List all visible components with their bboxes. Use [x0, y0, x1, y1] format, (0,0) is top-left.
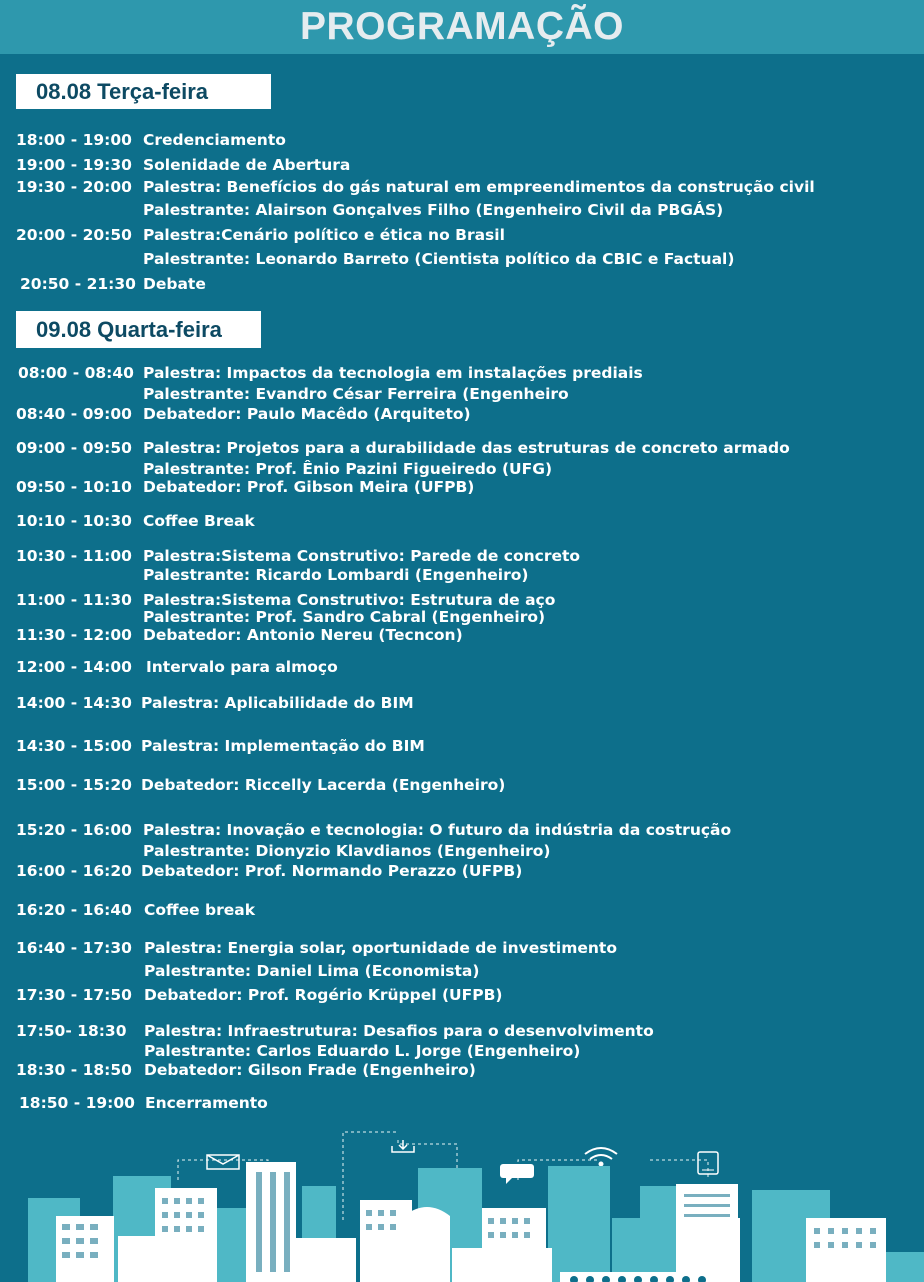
schedule-time: 18:30 - 18:50: [16, 1061, 132, 1079]
schedule-text: Solenidade de Abertura: [143, 156, 351, 174]
schedule-row: [0, 178, 924, 198]
city-skyline-illustration: [0, 1120, 924, 1282]
schedule-row: [0, 226, 924, 246]
schedule-row: [0, 986, 924, 1006]
schedule-time: 19:30 - 20:00: [16, 178, 132, 196]
schedule-text: Debatedor: Riccelly Lacerda (Engenheiro): [141, 776, 506, 794]
schedule-text: Palestra:Sistema Construtivo: Estrutura de aço: [143, 591, 556, 609]
schedule-time: 20:00 - 20:50: [16, 226, 132, 244]
schedule-text: Credenciamento: [143, 131, 286, 149]
schedule-text: Palestrante: Prof. Ênio Pazini Figueiredo (UFG): [143, 460, 553, 478]
download-icon: [392, 1140, 414, 1152]
schedule-text: Coffee Break: [143, 512, 255, 530]
schedule-time: 11:00 - 11:30: [16, 591, 132, 609]
schedule-row: [0, 512, 924, 532]
schedule-time: 09:50 - 10:10: [16, 478, 132, 496]
schedule-row: [0, 250, 924, 270]
page-header: [0, 0, 924, 54]
schedule-time: 16:40 - 17:30: [16, 939, 132, 957]
schedule-row: [0, 566, 924, 586]
schedule-text: Palestrante: Dionyzio Klavdianos (Engenheiro): [143, 842, 551, 860]
schedule-row: [0, 478, 924, 498]
schedule-text: Palestrante: Leonardo Barreto (Cientista político da CBIC e Factual): [143, 250, 735, 268]
schedule-text: Coffee break: [144, 901, 256, 919]
schedule-row: [0, 862, 924, 882]
schedule-time: 09:00 - 09:50: [16, 439, 132, 457]
schedule-row: [0, 275, 924, 295]
schedule-text: Debatedor: Prof. Gibson Meira (UFPB): [143, 478, 475, 496]
schedule-time: 08:00 - 08:40: [18, 364, 134, 382]
schedule-text: Palestra: Projetos para a durabilidade das estruturas de concreto armado: [143, 439, 790, 457]
schedule-row: [0, 156, 924, 176]
schedule-text: Palestra:Cenário político e ética no Brasil: [143, 226, 505, 244]
schedule-row: [0, 547, 924, 567]
schedule-row: [0, 626, 924, 646]
schedule-row: [0, 821, 924, 841]
schedule-time: 15:00 - 15:20: [16, 776, 132, 794]
schedule-row: [0, 1042, 924, 1062]
schedule-time: 10:30 - 11:00: [16, 547, 132, 565]
wifi-icon: [585, 1148, 617, 1166]
schedule-time: 16:00 - 16:20: [16, 862, 132, 880]
schedule-text: Debate: [143, 275, 206, 293]
schedule-row: [0, 939, 924, 959]
schedule-text: Palestra: Energia solar, oportunidade de investimento: [144, 939, 617, 957]
schedule-text: Palestrante: Alairson Gonçalves Filho (Engenheiro Civil da PBGÁS): [143, 201, 724, 219]
schedule-text: Palestra: Inovação e tecnologia: O futuro da indústria da costrução: [143, 821, 732, 839]
schedule-row: [0, 658, 924, 678]
schedule-time: 19:00 - 19:30: [16, 156, 132, 174]
day-label-wednesday: 09.08 Quarta-feira: [16, 311, 261, 348]
schedule-text: Debatedor: Paulo Macêdo (Arquiteto): [143, 405, 471, 423]
schedule-time: 16:20 - 16:40: [16, 901, 132, 919]
schedule-time: 15:20 - 16:00: [16, 821, 132, 839]
schedule-text: Palestra:Sistema Construtivo: Parede de concreto: [143, 547, 581, 565]
schedule-text: Palestrante: Evandro César Ferreira (Engenheiro: [143, 385, 569, 403]
schedule-text: Palestrante: Prof. Sandro Cabral (Engenheiro): [143, 608, 546, 626]
schedule-row: [0, 364, 924, 384]
schedule-row: [0, 131, 924, 151]
schedule-row: [0, 1094, 924, 1114]
schedule-time: 10:10 - 10:30: [16, 512, 132, 530]
schedule-row: [0, 1022, 924, 1042]
schedule-text: Palestrante: Daniel Lima (Economista): [144, 962, 480, 980]
schedule-row: [0, 405, 924, 425]
schedule-text: Palestrante: Ricardo Lombardi (Engenheiro): [143, 566, 529, 584]
page-title: PROGRAMAÇÃO: [300, 5, 624, 48]
schedule-row: [0, 608, 924, 628]
schedule-text: Palestra: Benefícios do gás natural em empreendimentos da construção civil: [143, 178, 815, 196]
schedule-row: [0, 776, 924, 796]
schedule-text: Palestra: Infraestrutura: Desafios para o desenvolvimento: [144, 1022, 654, 1040]
schedule-row: [0, 842, 924, 862]
schedule-text: Debatedor: Prof. Normando Perazzo (UFPB): [141, 862, 523, 880]
schedule-time: 08:40 - 09:00: [16, 405, 132, 423]
schedule-time: 14:30 - 15:00: [16, 737, 132, 755]
schedule-text: Palestra: Implementação do BIM: [141, 737, 425, 755]
schedule-row: [0, 901, 924, 921]
schedule-row: [0, 201, 924, 221]
schedule-time: 12:00 - 14:00: [16, 658, 132, 676]
schedule-time: 20:50 - 21:30: [20, 275, 136, 293]
schedule-text: Palestrante: Carlos Eduardo L. Jorge (Engenheiro): [144, 1042, 581, 1060]
schedule-row: [0, 460, 924, 480]
schedule-text: Debatedor: Prof. Rogério Krüppel (UFPB): [144, 986, 503, 1004]
schedule-time: 18:00 - 19:00: [16, 131, 132, 149]
schedule-row: [0, 737, 924, 757]
mail-icon: [207, 1155, 239, 1169]
chat-bubble-icon: [500, 1164, 534, 1184]
day-label-tuesday: 08.08 Terça-feira: [16, 74, 271, 109]
schedule-text: Debatedor: Antonio Nereu (Tecncon): [143, 626, 463, 644]
schedule-time: 11:30 - 12:00: [16, 626, 132, 644]
schedule-row: [0, 439, 924, 459]
schedule-text: Palestra: Aplicabilidade do BIM: [141, 694, 414, 712]
schedule-text: Debatedor: Gilson Frade (Engenheiro): [144, 1061, 476, 1079]
schedule-time: 17:30 - 17:50: [16, 986, 132, 1004]
schedule-time: 18:50 - 19:00: [19, 1094, 135, 1112]
schedule-text: Intervalo para almoço: [146, 658, 338, 676]
schedule-time: 17:50- 18:30: [16, 1022, 127, 1040]
schedule-row: [0, 694, 924, 714]
schedule-text: Palestra: Impactos da tecnologia em instalações prediais: [143, 364, 643, 382]
schedule-text: Encerramento: [145, 1094, 268, 1112]
schedule-row: [0, 962, 924, 982]
schedule-row: [0, 1061, 924, 1081]
schedule-time: 14:00 - 14:30: [16, 694, 132, 712]
schedule-row: [0, 385, 924, 405]
